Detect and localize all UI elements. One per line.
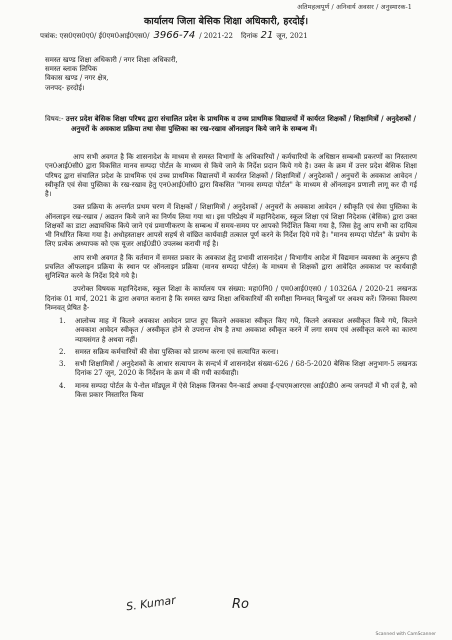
list-text: सभी शिक्षामित्रों / अनुदेशकों के आधार सत्यापन के सन्दर्भ में शासनादेश संख्या-626 / 68-5-2020 बेसिक शिक्षा अनुभाग-5 लखनऊ दिनांक 27 जून, 2020 के निर्देशन के क्रम में की गयी कार्यवाही। xyxy=(75,360,417,378)
list-text: आलोच्य माह में कितने अवकाश आवेदन प्राप्त हुए कितने अवकाश स्वीकृत किए गये, कितने अवकाश अस्वीकृत किये गये, कितने अवकाश आवेदन स्वीकृत / अस्वीकृत होने से उपरान्त शेष है तथा अवकाश स्वीकृत करने में लगा समय एवं अस्वीकृत करने का कारण न्यायसंगत है अथवा नहीं। xyxy=(75,317,417,344)
subject-block xyxy=(45,114,419,134)
paragraph: उक्त प्रक्रिया के अन्तर्गत प्रथम चरण में शिक्षकों / शिक्षामित्रों / अनुदेशकों / अनुचरों के अवकाश आवेदन / स्वीकृति एवं सेवा पुस्तिका के ऑनलाइन रख-रखाव / अद्यतन किये जाने का निर्णय लिया गया था। इस परिप्रेक्ष्य में महानिदेशक, स्कूल शिक्षा एवं शिक्षा निदेशक (बेसिक) द्वारा उक्त शिक्षकों का डाटा अद्यावधिक किये जाने एवं प्रमाणीकरण के सम्बन्ध में समय-समय पर आपको निर्देशित किया गया है, जिस हेतु आप सभी का दायित्व भी निर्धारित किया गया है। अधोहस्ताक्षर आपसे सहर्ष से वांछित कार्यवाही तत्काल पूर्ण करने के निर्देश दिये गये है। "मानव सम्पदा पोर्टल" के प्रयोग के लिए प्रत्येक अध्यापक को एक यूजर आई0डी0 उपलब्ध करायी गई है। xyxy=(45,203,417,249)
paragraph: आप सभी अवगत है कि शासनादेश के माध्यम से समस्त विभागों के अधिकारियों / कर्मचारियों के अधिष्ठान सम्बन्धी प्रकरणों का निस्तारण एन0आई0सी0 द्वारा विकसित मानव सम्पदा पोर्टल के माध्यम से किये जाने के निर्देश प्रदान किये गये है। उक्त के क्रम में उत्तर प्रदेश बेसिक शिक्षा परिषद द्वारा संचालित प्रदेश के प्राथमिक एवं उच्च प्राथमिक विद्यालयों में कार्यरत शिक्षकों / शिक्षामित्रों / अनुदेशकों / अनुचरों के अवकाश आवेदन / स्वीकृति एवं सेवा पुस्तिका के रख-रखाव हेतु एन0आई0सी0 द्वारा विकसित "मानव सम्पदा पोर्टल" के माध्यम से ऑनलाइन प्रणाली लागू कर दी गई है। xyxy=(45,153,417,198)
list-number: 3. xyxy=(59,360,66,368)
signature-initials: Ro xyxy=(232,597,249,612)
list-item xyxy=(45,360,417,379)
ref-year: / 2021-22 xyxy=(199,32,233,40)
date-label: दिनांक xyxy=(240,32,258,40)
address-block xyxy=(45,56,417,93)
signature-kumar: S. Kumar xyxy=(125,593,177,614)
reference-line xyxy=(40,30,420,41)
scanner-watermark: Scanned with CamScanner xyxy=(375,632,436,637)
list-item xyxy=(45,382,417,401)
list-text: समस्त सक्रिय कर्मचारियों की सेवा पुस्तिका को प्रारम्भ करना एवं सत्यापित करना। xyxy=(75,347,279,356)
paragraph: आप सभी अवगत है कि वर्तमान में समस्त प्रकार के अवकाश हेतु प्रभावी शासनादेश / विभागीय आदेश में विद्यमान व्यवस्था के अनुरूप ही प्रचलित ऑफलाइन प्रक्रिया के स्थान पर ऑनलाइन प्रक्रिया (मानव सम्पदा पोर्टल) के माध्यम से शिक्षकों द्वारा आवेदित अवकाश पर कार्यवाही सुनिश्चित करने के निर्देश दिये गये है। xyxy=(45,253,417,280)
letter-body xyxy=(45,153,417,403)
address-line: जनपद- हरदोई। xyxy=(45,83,85,92)
date-day-handwritten: 21 xyxy=(260,30,274,41)
list-number: 1. xyxy=(59,317,66,325)
ref-number-handwritten: 3966-74 xyxy=(153,30,196,41)
list-item xyxy=(45,317,417,345)
priority-stamp: अतिमहत्वपूर्ण / अनिवार्य अवसर / अनुस्मारक-1 xyxy=(297,3,412,11)
date-rest: जून, 2021 xyxy=(276,32,308,40)
ref-prefix: पत्रांक: एस0एस0ए0/ ई0एम0आई0एस0/ xyxy=(40,32,150,40)
address-line: समस्त खण्ड शिक्षा अधिकारी / नगर शिक्षा अधिकारी, xyxy=(45,56,178,64)
list-number: 2. xyxy=(59,347,66,356)
subject-text: उत्तर प्रदेश बेसिक शिक्षा परिषद द्वारा संचालित प्रदेश के प्राथमिक व उच्च प्राथमिक विद्यालयों में कार्यरत शिक्षकों / शिक्षामित्रों / अनुदेशकों / अनुचरों के अवकाश प्रक्रिया तथा सेवा पुस्तिका का रख-रखाव ऑनलाइन किये जाने के सम्बन्ध में। xyxy=(65,114,416,134)
list-item xyxy=(45,348,417,357)
office-title: कार्यालय जिला बेसिक शिक्षा अधिकारी, हरदोई। xyxy=(143,16,309,27)
review-points-list xyxy=(45,317,417,400)
list-number: 4. xyxy=(59,381,66,390)
address-line: समस्त ब्लाक लिपिक xyxy=(45,65,98,74)
paragraph: उपरोक्त विषयक महानिदेशक, स्कूल शिक्षा के कार्यालय पत्र संख्या: महा0नि0 / एम0आई0एस0 / 10326A / 2020-21 लखनऊ दिनांक 01 मार्च, 2021 के द्वारा अवगत कराना है कि समस्त खण्ड शिक्षा अधिकारियों की समीक्षा निम्नवत् बिन्दुओं पर अवश्य करें। जिनका विवरण निम्नवत् प्रेषित है- xyxy=(45,285,417,312)
subject-label: विषय:- xyxy=(45,115,64,123)
address-line: विकास खण्ड / नगर क्षेत्र, xyxy=(45,74,109,83)
list-text: मानव सम्पदा पोर्टल के पे-रोल मॉड्यूल में ऐसे शिक्षक जिनका पैन-कार्ड अथवा ई-एचएमआरएस आई0डी0 अन्य जनपदों में भी दर्ज है, को किस प्रकार निस्तारित किया xyxy=(75,381,417,399)
